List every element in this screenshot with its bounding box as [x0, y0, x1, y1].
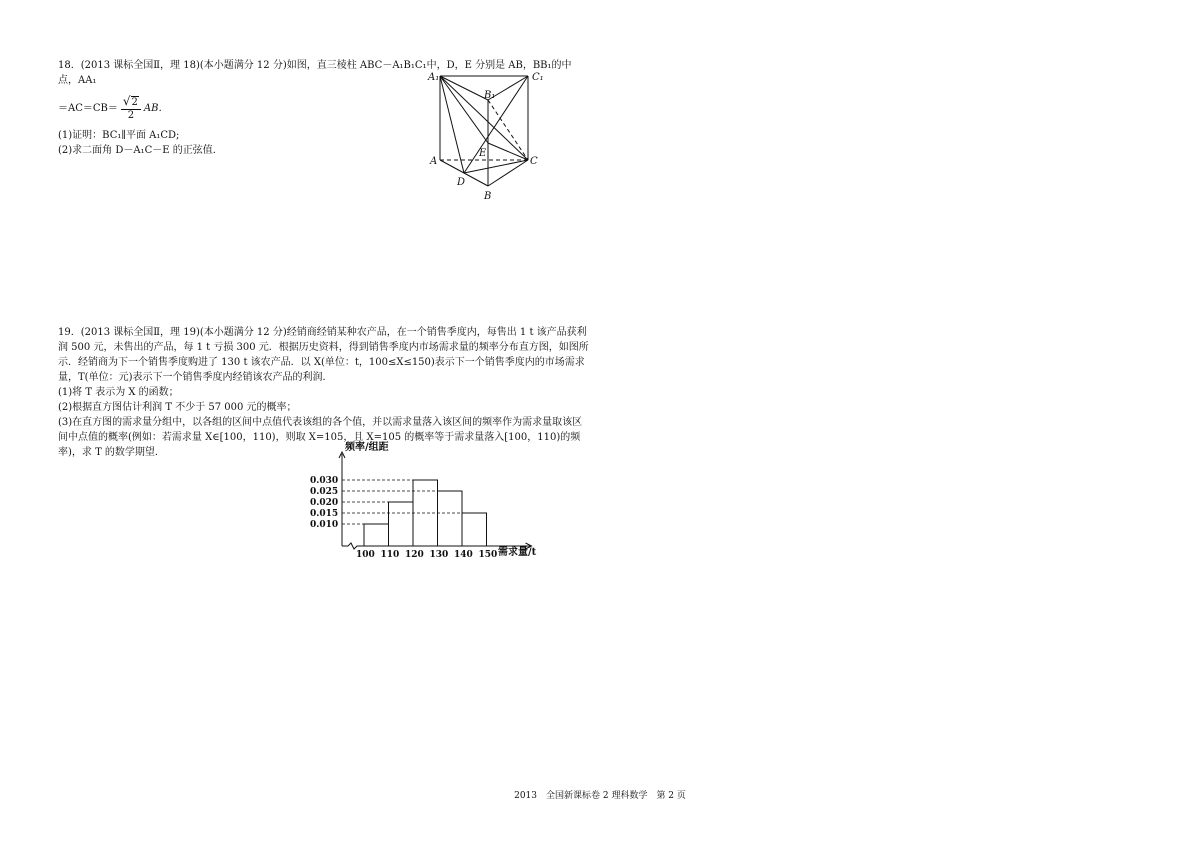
- problem-19-item-1: (1)将 T 表示为 X 的函数；: [58, 387, 179, 398]
- sqrt-argument: 2: [131, 96, 138, 108]
- histogram-bar: [438, 491, 463, 546]
- y-tick-label: 0.020: [310, 498, 339, 508]
- fraction-denominator: 2: [127, 109, 135, 121]
- formula-suffix: AB．: [143, 102, 169, 114]
- histogram-ylabel: 频率/组距: [345, 442, 389, 453]
- demand-histogram: [300, 438, 540, 563]
- x-tick-label: 100: [356, 550, 375, 560]
- sqrt-icon: √: [122, 93, 131, 108]
- fraction: [121, 95, 141, 122]
- x-tick-label: 110: [380, 550, 400, 560]
- y-tick-label: 0.015: [310, 509, 339, 519]
- label-E: E: [479, 148, 487, 159]
- y-tick-label: 0.025: [310, 487, 339, 497]
- y-tick-label: 0.010: [310, 520, 339, 530]
- prism-labels: [427, 72, 544, 202]
- fraction-numerator: [121, 95, 141, 110]
- histogram-bar: [389, 502, 414, 546]
- histogram-bar: [364, 524, 389, 546]
- problem-18-item-2: (2)求二面角 D－A₁C－E 的正弦值．: [58, 145, 223, 156]
- x-tick-label: 150: [478, 550, 498, 560]
- label-B: B: [484, 191, 492, 202]
- label-C: C: [530, 156, 538, 167]
- problem-18-item-1: (1)证明：BC₁∥平面 A₁CD;: [58, 130, 180, 141]
- page-footer: 2013 全国新课标卷 2 理科数学 第 2 页: [514, 791, 686, 801]
- x-tick-label: 120: [405, 550, 424, 560]
- x-tick-label: 130: [429, 550, 449, 560]
- problem-19-text: 19．(2013 课标全国Ⅱ，理 19)(本小题满分 12 分)经销商经销某种农产品，在一个销售季度内，每售出 1 t 该产品获利润 500 元，未售出的产品，每 1 t 亏损 300 元．根据历史资料，得到销售季度内市场需求量的频率分布直方图，如图所示．经销商为下一个销售季度购进了 130 t 该农产品．以 X(单位：t，100≤X≤150)表示下一个销售季度内的市场需求量，T(单位：元)表示下一个销售季度内经销该农产品的利润．: [58, 327, 589, 383]
- prism-figure: [420, 68, 550, 204]
- x-tick-label: 140: [454, 550, 473, 560]
- problem-19-item-2: (2)根据直方图估计利润 T 不少于 57 000 元的概率；: [58, 402, 297, 413]
- y-tick-label: 0.030: [310, 476, 339, 486]
- formula-prefix: ＝AC＝CB＝: [58, 102, 118, 114]
- label-A1: A₁: [428, 72, 440, 83]
- label-B1: B₁: [484, 90, 496, 101]
- label-C1: C₁: [532, 72, 544, 83]
- label-D: D: [457, 177, 466, 188]
- label-A: A: [430, 156, 438, 167]
- histogram-bar: [462, 513, 487, 546]
- histogram-xlabel: 需求量/t: [498, 547, 537, 558]
- problem-19-item-3: (3)在直方图的需求量分组中，以各组的区间中点值代表该组的各个值，并以需求量落入该区间的频率作为需求量取该区间中点值的概率(例如：若需求量 X∈[100，110)，则取 X=105，且 X=105 的概率等于需求量落入[100，110)的频率)，求 T 的数学期望．: [58, 417, 583, 458]
- problem-18-line1: 18．(2013 课标全国Ⅱ，理 18)(本小题满分 12 分)如图，直三棱柱 ABC－A₁B₁C₁中，D，E 分别是 AB，BB₁的中点，AA₁: [58, 60, 572, 86]
